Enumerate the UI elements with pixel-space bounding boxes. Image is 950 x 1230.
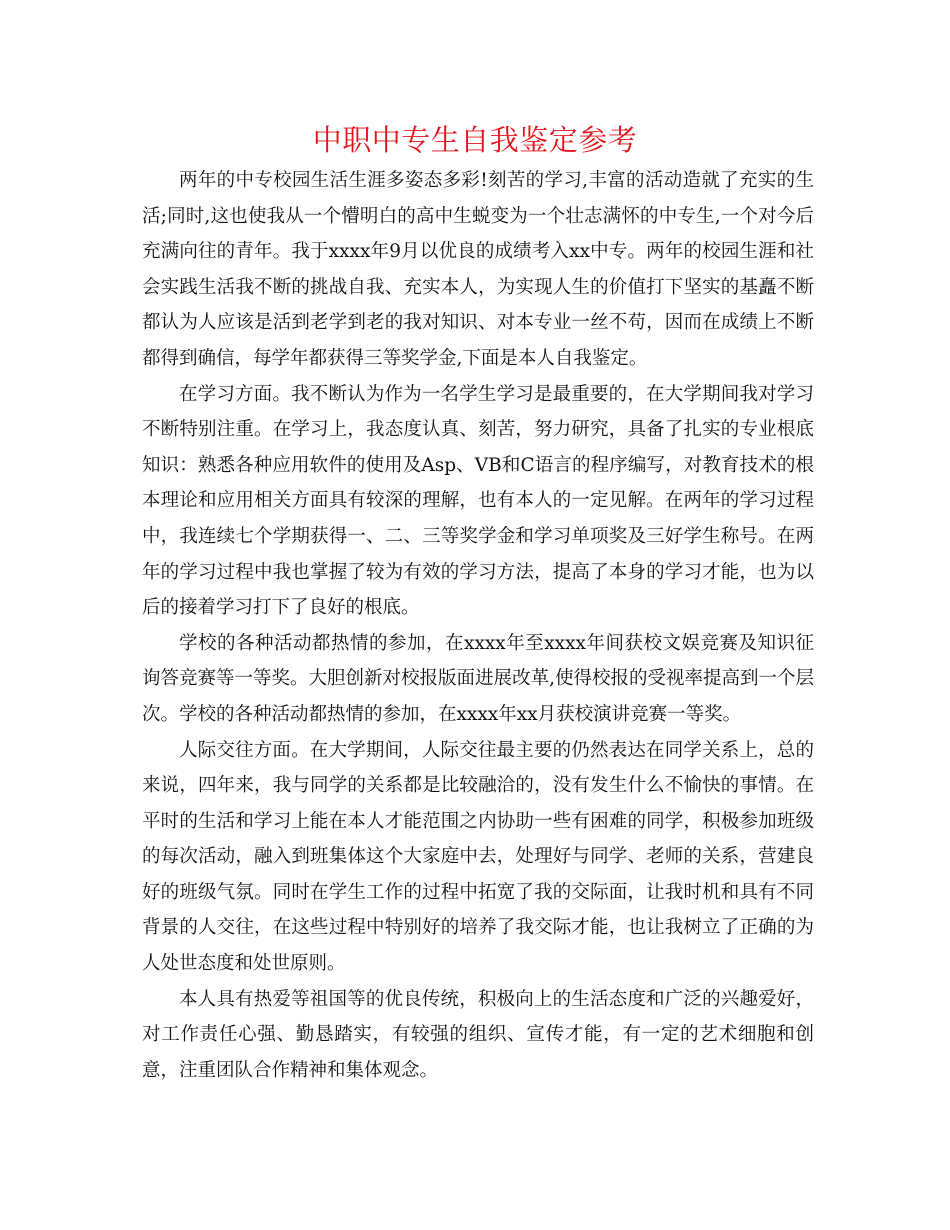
paragraph-activities: 学校的各种活动都热情的参加，在xxxx年至xxxx年间获校文娱竞赛及知识征询答竞赛等一等奖。大胆创新对校报版面进展改革,使得校报的受视率提高到一个层次。学校的各种活动都热情的参加，在xxxx年xx月获校演讲竞赛一等奖。 [142,632,814,725]
document-body [142,163,814,1088]
paragraph-social: 人际交往方面。在大学期间，人际交往最主要的仍然表达在同学关系上，总的来说，四年来，我与同学的关系都是比较融洽的，没有发生什么不愉快的事情。在平时的生活和学习上能在本人才能范围之内协助一些有困难的同学，积极参加班级的每次活动，融入到班集体这个大家庭中去，处理好与同学、老师的关系，营建良好的班级气氛。同时在学生工作的过程中拓宽了我的交际面，让我时机和具有不同背景的人交往，在这些过程中特别好的培养了我交际才能，也让我树立了正确的为人处世态度和处世原则。 [142,739,814,975]
paragraph-intro: 两年的中专校园生活生涯多姿态多彩!刻苦的学习,丰富的活动造就了充实的生活;同时,这也使我从一个懵明白的高中生蜕变为一个壮志满怀的中专生,一个对今后充满向往的青年。我于xxxx年9月以优良的成绩考入xx中专。两年的校园生涯和社会实践生活我不断的挑战自我、充实本人，为实现人生的价值打下坚实的基矗不断都认为人应该是活到老学到老的我对知识、对本专业一丝不苟，因而在成绩上不断都得到确信，每学年都获得三等奖学金,下面是本人自我鉴定。 [142,170,814,369]
paragraph-study: 在学习方面。我不断认为作为一名学生学习是最重要的，在大学期间我对学习不断特别注重。在学习上，我态度认真、刻苦，努力研究，具备了扎实的专业根底知识：熟悉各种应用软件的使用及Asp、VB和C语言的程序编写，对教育技术的根本理论和应用相关方面具有较深的理解，也有本人的一定见解。在两年的学习过程中，我连续七个学期获得一、二、三等奖学金和学习单项奖及三好学生称号。在两年的学习过程中我也掌握了较为有效的学习方法，提高了本身的学习才能，也为以后的接着学习打下了良好的根底。 [142,383,814,619]
paragraph-character: 本人具有热爱等祖国等的优良传统，积极向上的生活态度和广泛的兴趣爱好，对工作责任心强、勤恳踏实，有较强的组织、宣传才能，有一定的艺术细胞和创意，注重团队合作精神和集体观念。 [142,988,814,1081]
document-title: 中职中专生自我鉴定参考 [312,123,638,157]
